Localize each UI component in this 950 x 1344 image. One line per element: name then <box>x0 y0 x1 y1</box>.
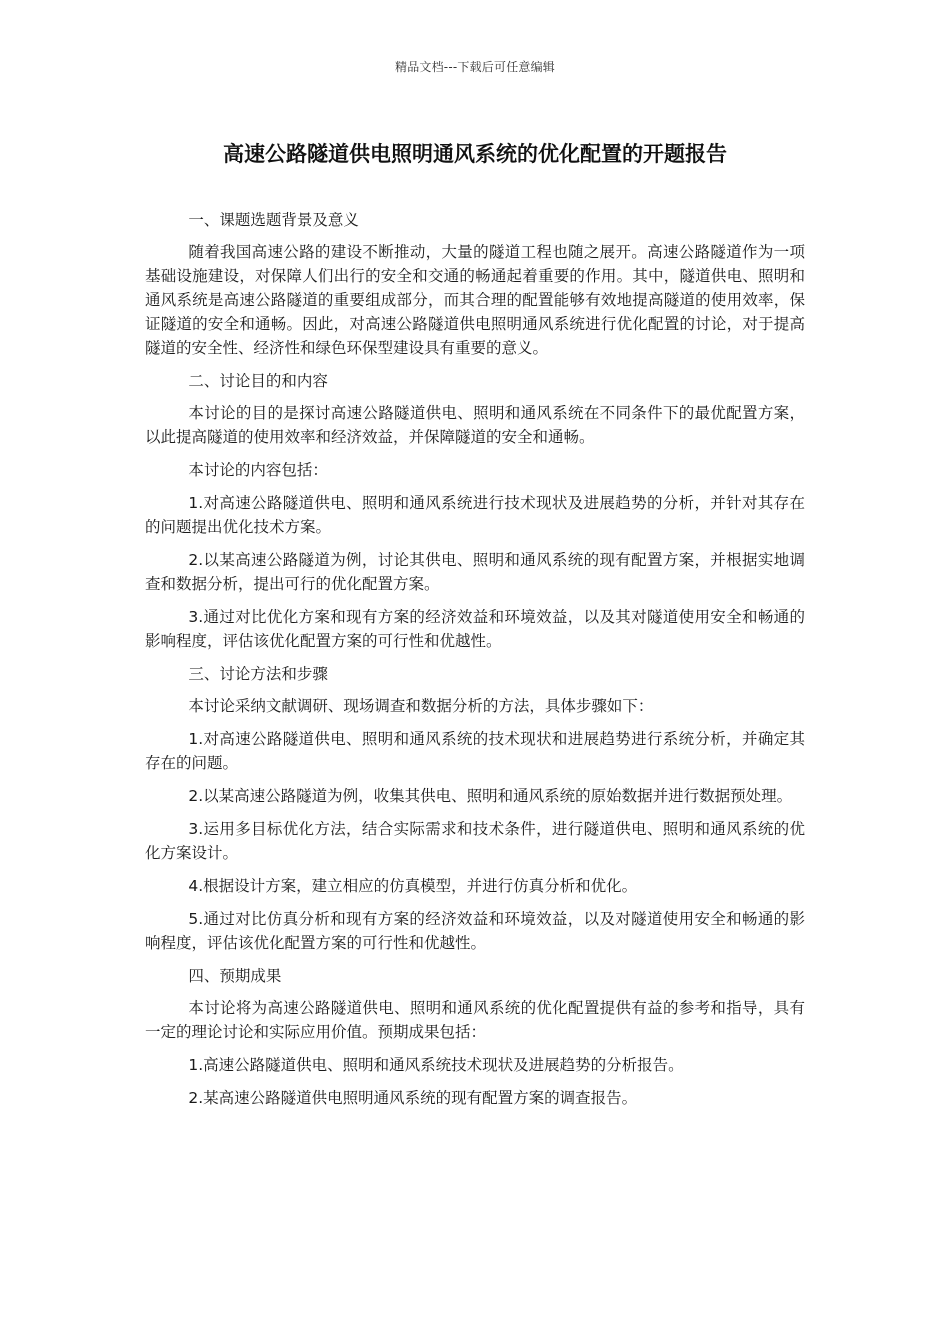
list-item-outcome-1: 1.高速公路隧道供电、照明和通风系统技术现状及进展趋势的分析报告。 <box>188 1056 684 1074</box>
list-item-outcome-2: 2.某高速公路隧道供电照明通风系统的现有配置方案的调查报告。 <box>188 1089 638 1107</box>
section-heading-outcomes: 四、预期成果 <box>188 967 282 985</box>
paragraph-outcomes-intro: 本讨论将为高速公路隧道供电、照明和通风系统的优化配置提供有益的参考和指导，具有一定的理论讨论和实际应用价值。预期成果包括： <box>145 999 805 1041</box>
document-body <box>145 208 805 1119</box>
list-item-step-4: 4.根据设计方案，建立相应的仿真模型，并进行仿真分析和优化。 <box>188 877 638 895</box>
list-item-step-5: 5.通过对比仿真分析和现有方案的经济效益和环境效益，以及对隧道使用安全和畅通的影响程度，评估该优化配置方案的可行性和优越性。 <box>145 910 805 952</box>
paragraph-purpose: 本讨论的目的是探讨高速公路隧道供电、照明和通风系统在不同条件下的最优配置方案，以此提高隧道的使用效率和经济效益，并保障隧道的安全和通畅。 <box>145 404 805 446</box>
list-item-content-2: 2.以某高速公路隧道为例，讨论其供电、照明和通风系统的现有配置方案，并根据实地调查和数据分析，提出可行的优化配置方案。 <box>145 551 805 593</box>
section-heading-background: 一、课题选题背景及意义 <box>188 211 359 229</box>
section-heading-purpose: 二、讨论目的和内容 <box>188 372 328 390</box>
list-item-content-3: 3.通过对比优化方案和现有方案的经济效益和环境效益，以及其对隧道使用安全和畅通的影响程度，评估该优化配置方案的可行性和优越性。 <box>145 608 805 650</box>
list-item-step-1: 1.对高速公路隧道供电、照明和通风系统的技术现状和进展趋势进行系统分析，并确定其存在的问题。 <box>145 730 805 772</box>
section-heading-methods: 三、讨论方法和步骤 <box>188 665 328 683</box>
list-item-step-3: 3.运用多目标优化方法，结合实际需求和技术条件，进行隧道供电、照明和通风系统的优化方案设计。 <box>145 820 805 862</box>
header-note: 精品文档---下载后可任意编辑 <box>395 60 555 74</box>
paragraph-background: 随着我国高速公路的建设不断推动，大量的隧道工程也随之展开。高速公路隧道作为一项基础设施建设，对保障人们出行的安全和交通的畅通起着重要的作用。其中，隧道供电、照明和通风系统是高速公路隧道的重要组成部分，而其合理的配置能够有效地提高隧道的使用效率，保证隧道的安全和通畅。因此，对高速公路隧道供电照明通风系统进行优化配置的讨论，对于提高隧道的安全性、经济性和绿色环保型建设具有重要的意义。 <box>145 243 805 357</box>
list-item-content-1: 1.对高速公路隧道供电、照明和通风系统进行技术现状及进展趋势的分析，并针对其存在的问题提出优化技术方案。 <box>145 494 805 536</box>
document-title: 高速公路隧道供电照明通风系统的优化配置的开题报告 <box>223 142 727 166</box>
paragraph-methods-intro: 本讨论采纳文献调研、现场调查和数据分析的方法，具体步骤如下： <box>188 697 654 715</box>
list-item-step-2: 2.以某高速公路隧道为例，收集其供电、照明和通风系统的原始数据并进行数据预处理。 <box>188 787 793 805</box>
paragraph-content-intro: 本讨论的内容包括： <box>188 461 328 479</box>
